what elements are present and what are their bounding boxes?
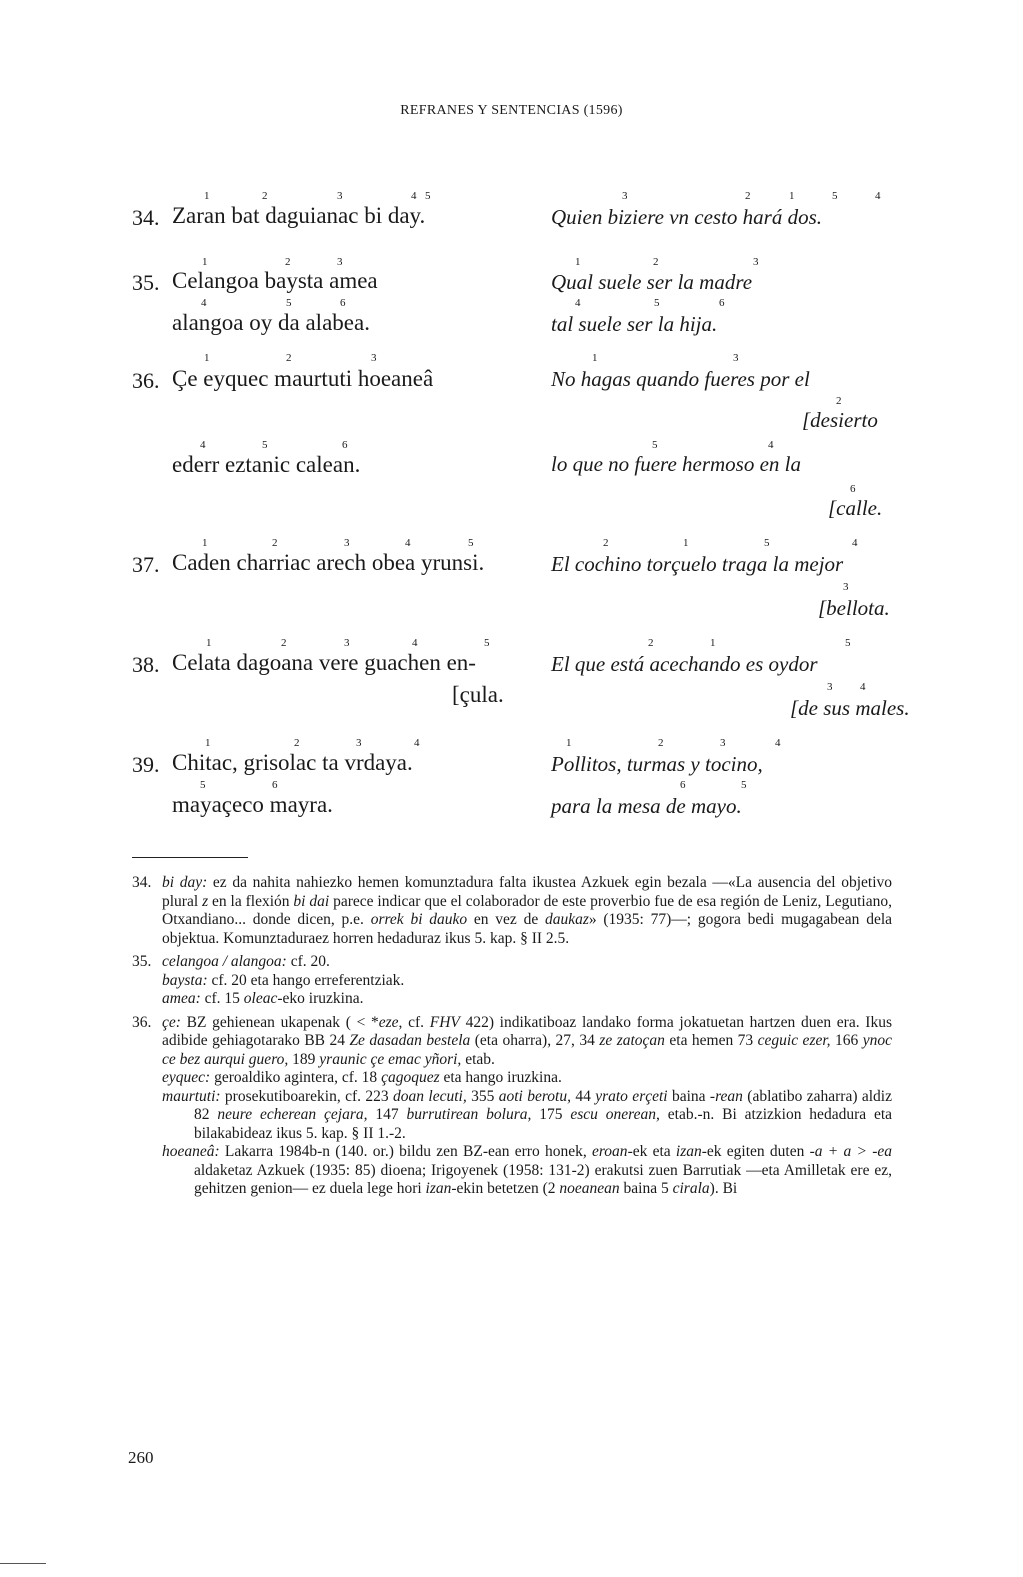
basque-text: alangoa oy da alabea. xyxy=(172,310,370,335)
page-number: 260 xyxy=(128,1448,154,1467)
spanish-text: No hagas quando fueres por el xyxy=(551,367,810,391)
proverb-number: 37. xyxy=(132,552,160,577)
spanish-text: El que está acechando es oydor xyxy=(551,652,818,676)
footnote-rule xyxy=(132,857,248,858)
spanish-text: lo que no fuere hermoso en la xyxy=(551,452,802,476)
basque-text: Celangoa baysta amea xyxy=(172,268,378,293)
proverb-number: 34. xyxy=(132,205,160,230)
spanish-text: [desierto xyxy=(802,408,878,432)
spanish-text: [bellota. xyxy=(818,596,890,620)
proverb-number: 35. xyxy=(132,270,160,295)
basque-text: Chitac, grisolac ta vrdaya. xyxy=(172,750,413,775)
spanish-text: para la mesa de mayo. xyxy=(551,794,742,818)
running-header: REFRANES Y SENTENCIAS (1596) xyxy=(400,103,623,118)
spanish-text: tal suele ser la hija. xyxy=(551,312,718,336)
spanish-text: Pollitos, turmas y tocino, xyxy=(551,752,763,776)
proverb-number: 39. xyxy=(132,752,160,777)
basque-text: ederr eztanic calean. xyxy=(172,452,361,477)
basque-text: Zaran bat daguianac bi day. xyxy=(172,203,426,228)
footnote-34: 34. bi day: ez da nahita nahiezko hemen komunztadura falta ikustea Azkuek egin bezala —«La ausencia del objetivo plural z en la flexión bi dai parece indicar que el colaborador de este proverbio fue de esa región de Leniz, Legutiano, Otxandiano... donde dicen, p.e. orrek bi dauko en vez de daukaz» (1935: 77)—; gogora bedi mugagabean dela objektua. Komunztaduraez horren hedaduraz ikus 5. kap. § II 2.5. xyxy=(132,874,893,947)
basque-text: Celata dagoana vere guachen en- xyxy=(172,650,476,675)
spanish-text: Qual suele ser la madre xyxy=(551,270,753,294)
proverb-number: 36. xyxy=(132,368,160,393)
basque-text: mayaçeco mayra. xyxy=(172,792,333,817)
spanish-text: [de sus males. xyxy=(790,696,910,720)
footnote-36: 36. çe: BZ gehienean ukapenak ( < *eze, cf. FHV 422) indikatiboaz landako forma jokatuetan hartzen duen era. Ikus adibide gehiagotarako BB 24 Ze dasadan bestela (eta oharra), 27, 34 ze zatoçan eta hemen 73 ceguic ezer, 166 ynoc ce bez aurqui guero, 189 yraunic çe emac yñori, etab. eyquec: geroaldiko agintera, cf. 18 çagoquez eta hango iruzkina. maurtuti: prosekutiboarekin, cf. 223 doan lecuti, 355 aoti berotu, 44 yrato erçeti baina -rean (ablatibo zaharra) aldiz 82 neure echerean çejara, 147 burrutirean bolura, 175 escu onerean, etab.-n. Bi atzizkion hedadura eta bilakabideaz ikus 5. kap. § II 1.-2. hoeaneâ: Lakarra 1984b-n (140. or.) bildu zen BZ-ean erro honek, eroan-ek eta izan-ek egiten duten -a + a > -ea aldaketaz Azkuek (1935: 85) dioena; Irigoyenek (1958: 131-2) erakutsi zuen Barrutiak —eta Amilletak ere ez, gehitzen genion— ez duela lege hori izan-ekin betetzen (2 noeanean baina 5 cirala). Bi xyxy=(132,1013,893,1197)
spanish-text: [calle. xyxy=(828,496,883,520)
proverb-number: 38. xyxy=(132,652,160,677)
basque-text: Caden charriac arech obea yrunsi. xyxy=(172,550,485,575)
scan-edge-line xyxy=(0,1563,46,1564)
spanish-text: Quien biziere vn cesto hará dos. xyxy=(551,205,823,229)
basque-text: Çe eyquec maurtuti hoeaneâ xyxy=(172,366,434,391)
footnote-35: 35. celangoa / alangoa: cf. 20. baysta: cf. 20 eta hango erreferentziak. amea: cf. 15 oleac-eko iruzkina. xyxy=(132,953,405,1007)
footnotes xyxy=(132,874,892,1204)
document-page: REFRANES Y SENTENCIAS (1596) 34. Zaran bat daguianac bi day. Quien biziere vn cesto hará dos. 1 2 3 4 5 3 2 1 5 4 35. Celangoa baysta amea alangoa oy da alabea. Qual suele ser la madre tal suele ser la hija. 1 2 3 4 5 6 1 2 3 4 5 6 36. Çe eyquec maurtuti hoeaneâ ederr eztanic calean. No hagas quando fueres por el [desierto lo que no fuere hermoso en la [calle. 1 2 3 4 5 6 1 3 2 5 4 6 37. Caden charriac arech obea yrunsi. El cochino torçuelo traga la mejor [bellota. 1 2 3 4 5 2 1 5 4 3 38. Celata dagoana vere guachen en- [çula. El que está acechando es oydor [de sus males. 1 2 3 4 5 2 1 5 3 4 39. Chitac, grisolac ta vrdaya. mayaçeco mayra. Pollitos, turmas y tocino, para la mesa de mayo. 1 2 3 4 5 6 1 2 3 4 6 5 34. bi day: ez da nahita nahiezko hemen komunztadura falta ikustea Azkuek egin bezala —«La ausencia del objetivo plural z en la flexión bi dai parece indicar que el colaborador de este proverbio fue de esa región de Leniz, Legutiano, Otxandiano... donde dicen, p.e. orrek bi dauko en vez de daukaz» (1935: 77)—; gogora bedi mugagabean dela objektua. Komunztaduraez horren hedaduraz ikus 5. kap. § II 2.5. 35. celangoa / alangoa: cf. 20. baysta: cf. 20 eta hango erreferentziak. amea: cf. 15 oleac-eko iruzkina. 36. çe: BZ gehienean ukapenak ( < *eze, cf. FHV 422) indikatiboaz landako forma jokatuetan hartzen duen era. Ikus adibide gehiagotarako BB 24 Ze dasadan bestela (eta oharra), 27, 34 ze zatoçan eta hemen 73 ceguic ezer, 166 ynoc ce bez aurqui guero, 189 yraunic çe emac yñori, etab. eyquec: geroaldiko agintera, cf. 18 çagoquez eta hango iruzkina. maurtuti: prosekutiboarekin, cf. 223 doan lecuti, 355 aoti berotu, 44 yrato erçeti baina -rean (ablatibo zaharra) aldiz 82 neure echerean çejara, 147 burrutirean bolura, 175 escu onerean, etab.-n. Bi atzizkion hedadura eta bilakabideaz ikus 5. kap. § II 1.-2. hoeaneâ: Lakarra 1984b-n (140. or.) bildu zen BZ-ean erro honek, eroan-ek eta izan-ek egiten duten -a + a > -ea aldaketaz Azkuek (1935: 85) dioena; Irigoyenek (1958: 131-2) erakutsi zuen Barrutiak —eta Amilletak ere ez, gehitzen genion— ez duela lege hori izan-ekin betetzen (2 noeanean baina 5 cirala). Bi 260 xyxy=(0,0,1023,1577)
basque-text: [çula. xyxy=(452,682,504,707)
spanish-text: El cochino torçuelo traga la mejor xyxy=(551,552,844,576)
